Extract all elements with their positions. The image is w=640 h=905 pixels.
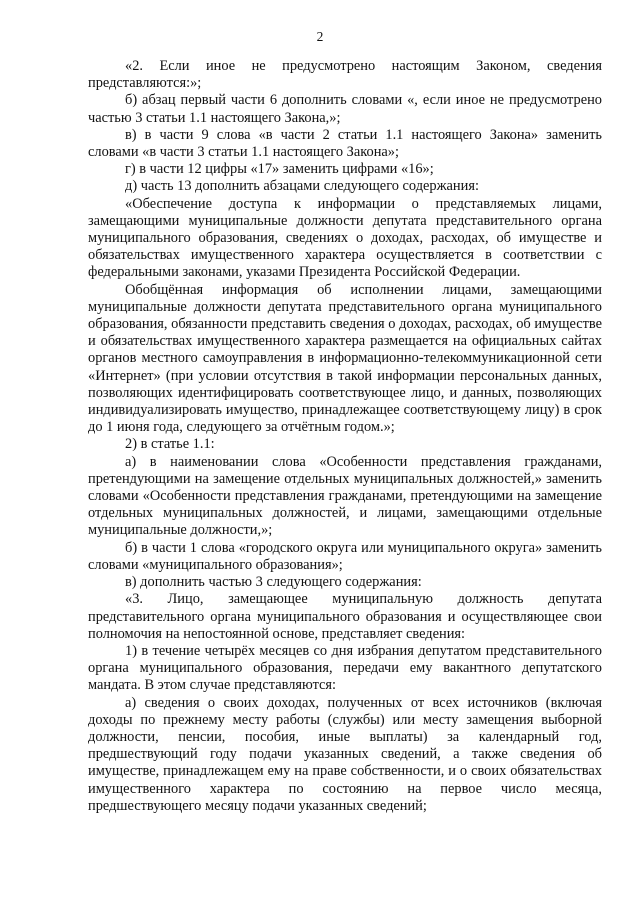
document-body xyxy=(88,58,602,815)
paragraph: Обобщённая информация об исполнении лицами, замещающими муниципальные должности депутата представительного органа муниципального образования, обязанности представить сведения о доходах, расходах, об имуществе и обязательствах имущественного характера размещается на официальных сайтах органов местного самоуправления в информационно-телекоммуникационной сети «Интернет» (при условии отсутствия в такой информации персональных данных, позволяющих идентифицировать соответствующее лицо, и данных, позволяющих индивидуализировать имущество, принадлежащее соответствующему лицу) в срок до 1 июня года, следующего за отчётным годом.»; xyxy=(88,281,602,436)
paragraph: б) в части 1 слова «городского округа или муниципального округа» заменить словами «муниципального образования»; xyxy=(88,539,602,573)
paragraph: д) часть 13 дополнить абзацами следующего содержания: xyxy=(125,178,479,195)
paragraph: 1) в течение четырёх месяцев со дня избрания депутатом представительного органа муниципального образования, передачи ему вакантного депутатского мандата. В этом случае представляются: xyxy=(88,642,602,694)
paragraph: г) в части 12 цифры «17» заменить цифрами «16»; xyxy=(125,161,434,178)
paragraph: а) сведения о своих доходах, полученных от всех источников (включая доходы по прежнему месту работы (службы) или месту замещения выборной должности, пенсии, пособия, иные выплаты) за календарный год, предшествующий году подачи указанных сведений, а также сведения об имуществе, принадлежащем ему на праве собственности, и о своих обязательствах имущественного характера по состоянию на первое число месяца, предшествующего месяцу подачи указанных сведений; xyxy=(88,694,602,814)
paragraph: в) в части 9 слова «в части 2 статьи 1.1 настоящего Закона» заменить словами «в части 3 статьи 1.1 настоящего Закона»; xyxy=(88,126,602,161)
paragraph: «2. Если иное не предусмотрено настоящим Законом, сведения представляются:»; xyxy=(88,58,602,92)
page-number: 2 xyxy=(316,29,324,44)
paragraph: «3. Лицо, замещающее муниципальную должность депутата представительного органа муниципального образования и осуществляющее свои полномочия на непостоянной основе, представляет сведения: xyxy=(88,591,602,642)
paragraph: б) абзац первый части 6 дополнить словами «, если иное не предусмотрено частью 3 статьи 1.1 настоящего Закона,»; xyxy=(88,92,602,126)
paragraph: «Обеспечение доступа к информации о представляемых лицами, замещающими муниципальные должности депутата представительного органа муниципального образования, сведениях о доходах, расходах, об имуществе и обязательствах имущественного характера осуществляется в соответствии с федеральными законами, указами Президента Российской Федерации. xyxy=(88,195,602,281)
paragraph: а) в наименовании слова «Особенности представления гражданами, претендующими на замещение отдельных муниципальных должностей,» заменить словами «Особенности представления гражданами, претендующими на замещение отдельных муниципальных должностей, и лицами, замещающими отдельные муниципальные должности,»; xyxy=(88,453,602,539)
paragraph: 2) в статье 1.1: xyxy=(125,436,215,453)
paragraph: в) дополнить частью 3 следующего содержания: xyxy=(125,574,422,591)
